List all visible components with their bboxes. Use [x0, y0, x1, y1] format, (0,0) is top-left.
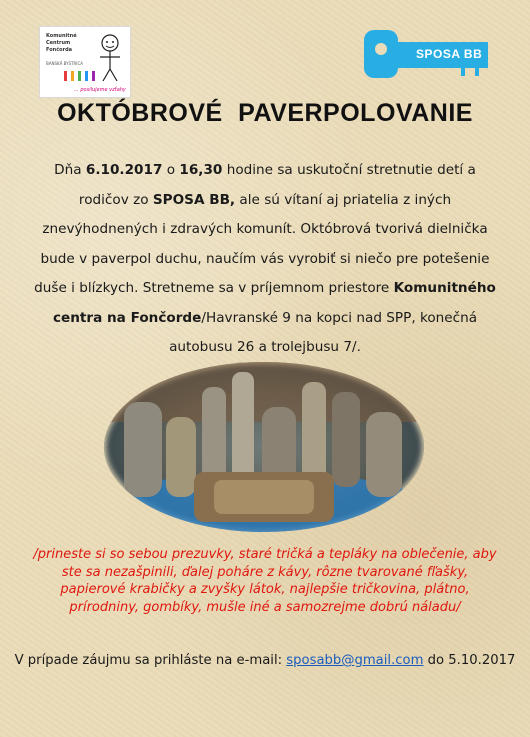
key-icon: [364, 30, 398, 78]
bring-items-note: /prineste si so sebou prezuvky, staré tričká a tepláky na oblečenie, aby ste sa nezašpinili, ďalej poháre z kávy, rôzne tvarované fľašky, papierové krabičky a zvyšky látok, najlepšie tričkovina, plátno, prírodniny, gombíky, mušle iné a samozrejme dobrú náladu/: [33, 547, 497, 615]
sposa-bb-logo: [364, 30, 488, 78]
paverpol-sculptures-image: [104, 362, 424, 532]
logo-line-2: Centrum: [46, 40, 71, 46]
event-date: 6.10.2017: [85, 162, 163, 178]
intro-text-5: /Havranské 9 na kopci nad SPP, konečná autobusu 26 a trolejbusu 7/.: [169, 309, 478, 355]
intro-text-3: hodine sa uskutoční stretnutie detí a rodičov zo: [78, 162, 476, 208]
people-row-icon: [62, 69, 102, 83]
logo-city: BANSKÁ BYSTRICA: [46, 61, 84, 66]
logo-left-text: [46, 33, 77, 54]
intro-text-1: Dňa: [54, 162, 86, 178]
org-name: SPOSA BB,: [152, 191, 236, 208]
intro-text-4: ale sú vítaní aj priatelia z iných znevýhodnených i zdravých komunít. Októbrová tvorivá dielnička bude v paverpol duchu, naučím vás vyrobiť si niečo pre potešenie duše i blízkych. Stretneme sa v príjemnom priestore: [34, 191, 490, 296]
logo-line-1: Komunitné: [46, 33, 77, 39]
logo-line-3: Fončorda: [46, 47, 73, 53]
event-time: 16,30: [179, 162, 223, 178]
intro-text-2: o: [162, 162, 180, 178]
sposa-brand-text: SPOSA BB: [416, 47, 483, 61]
komunitne-centrum-logo: [39, 26, 131, 98]
page-title: OKTÓBROVÉ PAVERPOLOVANIE: [57, 99, 473, 127]
key-teeth: [461, 68, 479, 76]
intro-paragraph: [30, 156, 500, 363]
paverpol-photo: [104, 362, 424, 532]
logo-tagline: ... posilujeme vzťahy: [74, 87, 126, 93]
venue-name: Komunitného centra na Fončorde: [52, 280, 496, 326]
contact-line: [0, 653, 530, 668]
contact-deadline: do 5.10.2017: [423, 653, 516, 668]
contact-prefix: V prípade záujmu sa prihláste na e-mail:: [14, 653, 287, 668]
email-link[interactable]: sposabb@gmail.com: [286, 653, 424, 668]
